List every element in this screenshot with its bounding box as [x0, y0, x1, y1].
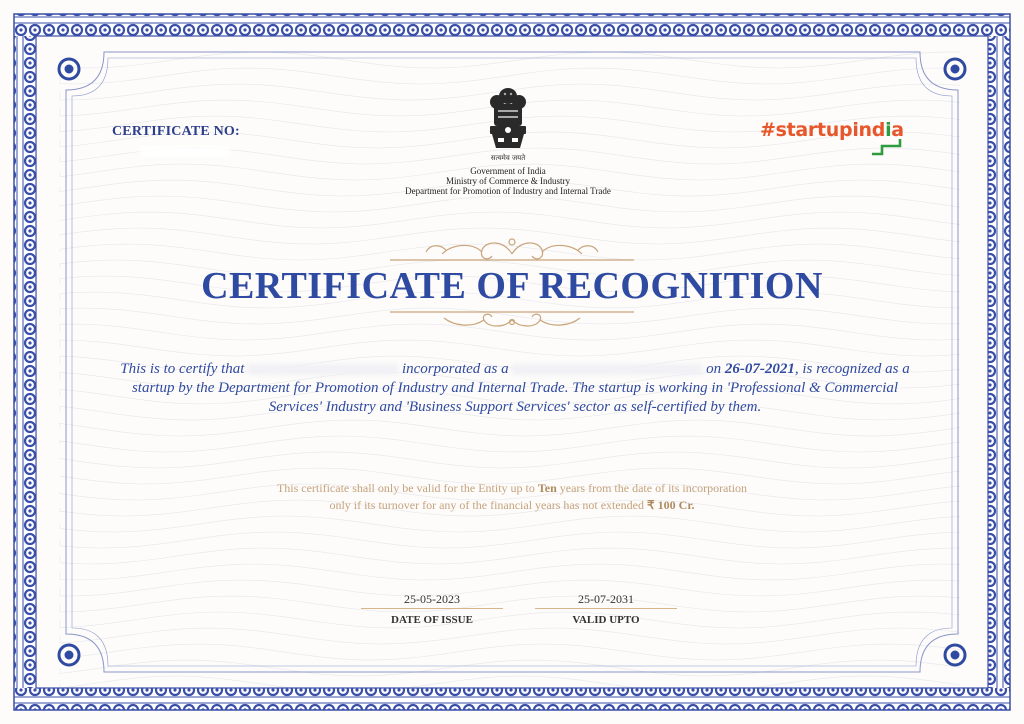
statement-incorporated-as: incorporated as a	[401, 361, 509, 377]
valid-upto-value: 25-07-2031	[578, 592, 634, 606]
bottom-flourish-ornament	[386, 308, 638, 334]
department-name: Department for Promotion of Industry and Internal Trade	[405, 186, 611, 196]
incorporation-date: 26-07-2021	[724, 361, 795, 377]
entity-name-redacted	[248, 364, 398, 375]
issue-date-value: 25-05-2023	[404, 592, 460, 606]
validity-text-3: only if its turnover for any of the financial years has not extended	[329, 498, 645, 512]
government-name: Government of India	[470, 166, 546, 176]
issue-date-line	[361, 608, 503, 609]
entity-type-redacted	[512, 364, 702, 375]
emblem-motto: सत्यमेव जयते	[490, 154, 526, 162]
statement-on: on	[706, 361, 722, 377]
logo-text-end: a	[891, 119, 904, 141]
valid-upto-line	[535, 608, 677, 609]
statement-rest: , is recognized as a startup by the Department for Promotion of Industry and Internal Trade. The startup is working in 'Professional & Commercial Services' Industry and 'Business Support Services' sector as self-certified by them.	[131, 361, 910, 415]
certificate-number-value-redacted	[140, 146, 230, 158]
certificate-title: CERTIFICATE OF RECOGNITION	[201, 265, 823, 307]
certificate-number-label: CERTIFICATE NO:	[112, 124, 240, 139]
top-flourish-ornament	[386, 232, 638, 266]
validity-note	[200, 480, 824, 514]
issue-date-label: DATE OF ISSUE	[391, 614, 473, 626]
national-emblem-icon	[482, 82, 534, 164]
turnover-limit: ₹ 100 Cr.	[647, 498, 695, 512]
issuing-authority	[380, 166, 636, 196]
statement-intro: This is to certify that	[120, 361, 245, 377]
logo-text-main: #startupind	[760, 119, 886, 141]
valid-upto-label: VALID UPTO	[572, 614, 640, 626]
ministry-name: Ministry of Commerce & Industry	[446, 176, 570, 186]
validity-text-1: This certificate shall only be valid for the Entity up to	[276, 481, 535, 495]
recognition-statement	[120, 360, 910, 417]
startup-step-icon	[868, 138, 904, 158]
validity-years: Ten	[537, 481, 557, 495]
logo-text-accent: i	[885, 119, 892, 141]
validity-text-2: years from the date of its incorporation	[559, 481, 748, 495]
